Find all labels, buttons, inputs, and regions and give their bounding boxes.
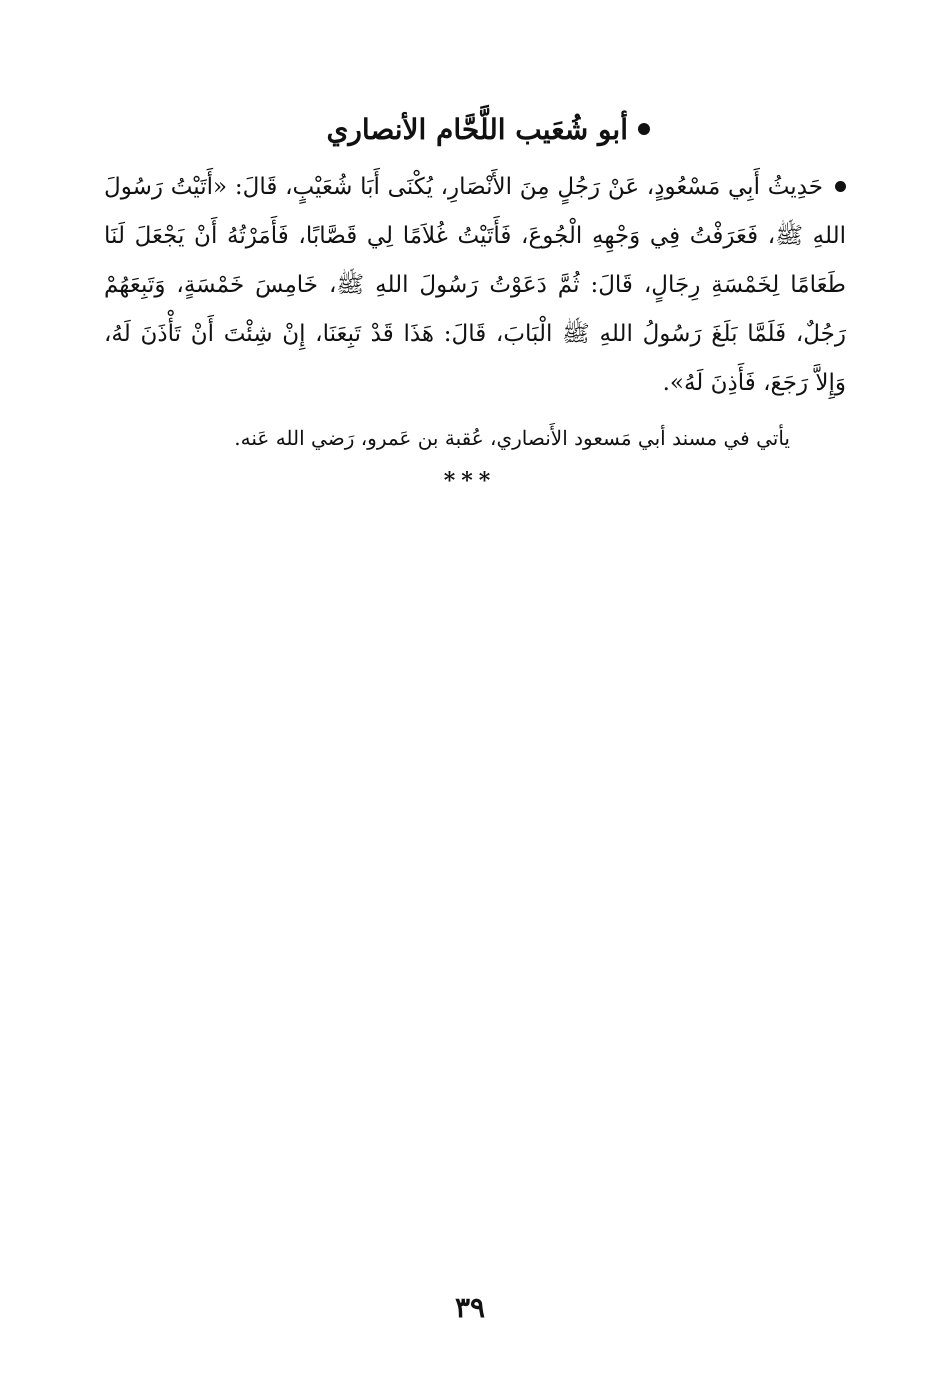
section-title: أبو شُعَيب اللَّحَّام الأنصاري	[326, 113, 628, 146]
hadith-text: «أَتَيْتُ رَسُولَ اللهِ ﷺ، فَعَرَفْتُ فِي وَجْهِهِ الْجُوعَ، فَأَتَيْتُ غُلاَمًا لِي قَصَّابًا، فَأَمَرْتُهُ أَنْ يَجْعَلَ لَنَا طَعَامًا لِخَمْسَةِ رِجَالٍ، قَالَ: ثُمَّ دَعَوْتُ رَسُولَ اللهِ ﷺ، خَامِسَ خَمْسَةٍ، وَتَبِعَهُمْ رَجُلٌ، فَلَمَّا بَلَغَ رَسُولُ اللهِ ﷺ الْبَابَ، قَالَ: هَذَا قَدْ تَبِعَنَا، إِنْ شِئْتَ أَنْ تَأْذَنَ لَهُ، وَإِلاَّ رَجَعَ، فَأَذِنَ لَهُ».	[104, 174, 846, 396]
page-number: ٣٩	[454, 1291, 486, 1324]
cross-reference-note: يأتي في مسند أبي مَسعود الأَنصاري، عُقبة بن عَمرو، رَضي الله عَنه.	[234, 426, 790, 450]
section-heading	[280, 108, 650, 152]
bullet-icon	[835, 181, 846, 192]
hadith-intro: حَدِيثُ أَبِي مَسْعُودٍ، عَنْ رَجُلٍ مِنَ الأَنْصَارِ، يُكْنَى أَبَا شُعَيْبٍ، قَالَ:	[234, 174, 823, 200]
hadith-paragraph	[104, 163, 846, 408]
bullet-icon	[638, 123, 650, 135]
section-separator: ***	[443, 468, 497, 494]
